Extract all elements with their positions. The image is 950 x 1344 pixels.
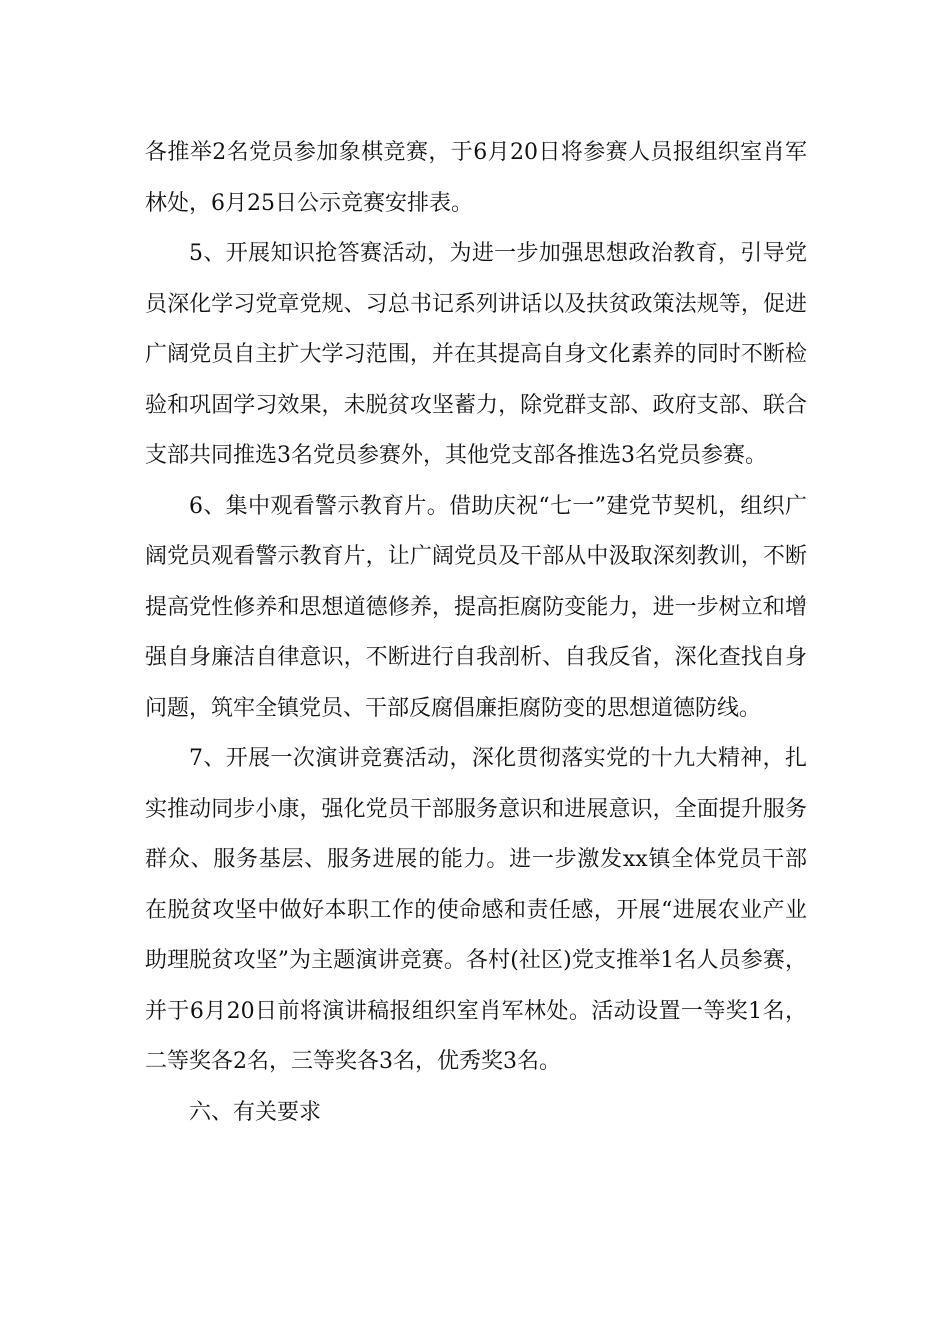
paragraph-item-7-speech-contest: 7、开展一次演讲竞赛活动，深化贯彻落实党的十九大精神，扎实推动同步小康，强化党员干部服务意识和进展意识，全面提升服务群众、服务基层、服务进展的能力。进一步激发xx镇全体党员干部在脱贫攻坚中做好本职工作的使命感和责任感，开展“进展农业产业助理脱贫攻坚”为主题演讲竞赛。各村(社区)党支推举1名人员参赛，并于6月20日前将演讲稿报组织室肖军林处。活动设置一等奖1名，二等奖各2名，三等奖各3名，优秀奖3名。 (145, 746, 807, 1074)
paragraph-item-6-warning-film: 6、集中观看警示教育片。借助庆祝“七一”建党节契机，组织广阔党员观看警示教育片，让广阔党员及干部从中汲取深刻教训，不断提高党性修养和思想道德修养，提高拒腐防变能力，进一步树立和增强自身廉洁自律意识，不断进行自我剖析、自我反省，深化查找自身问题，筑牢全镇党员、干部反腐倡廉拒腐防变的思想道德防线。 (145, 493, 807, 721)
paragraph-continuation: 各推举2名党员参加象棋竞赛，于6月20日将参赛人员报组织室肖军林处，6月25日公示竞赛安排表。 (145, 140, 807, 216)
document-body (145, 128, 807, 1138)
section-heading-requirements: 六、有关要求 (189, 1099, 322, 1125)
paragraph-item-5-quiz-contest: 5、开展知识抢答赛活动，为进一步加强思想政治教育，引导党员深化学习党章党规、习总书记系列讲话以及扶贫政策法规等，促进广阔党员自主扩大学习范围，并在其提高自身文化素养的同时不断检验和巩固学习效果，未脱贫攻坚蓄力，除党群支部、政府支部、联合支部共同推选3名党员参赛外，其他党支部各推选3名党员参赛。 (145, 241, 807, 468)
